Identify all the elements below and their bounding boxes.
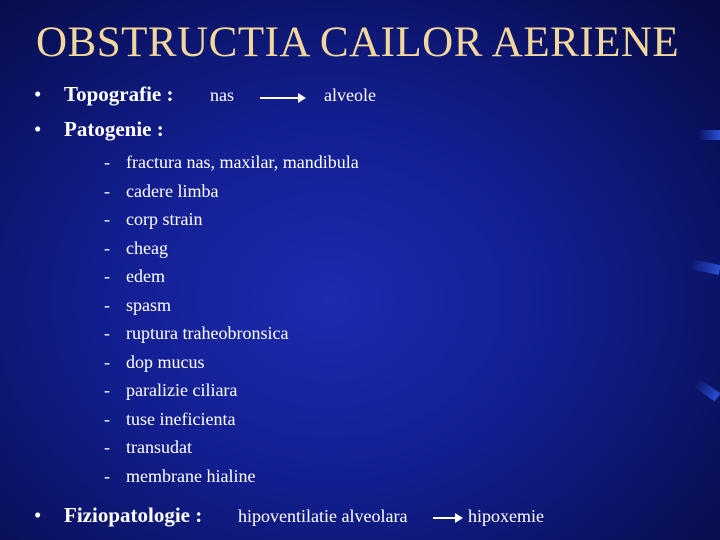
- decorative-edge-mark: [689, 259, 720, 275]
- list-item: [104, 148, 359, 177]
- arrow-icon: [433, 517, 461, 519]
- list-item-text: membrane hialine: [126, 465, 256, 486]
- dash-marker: -: [104, 437, 110, 457]
- list-item-text: paralizie ciliara: [126, 380, 238, 400]
- list-item: [104, 234, 359, 263]
- topografie-to: alveole: [324, 85, 376, 105]
- causes-list: [104, 148, 359, 490]
- dash-marker: -: [104, 408, 110, 429]
- bullet-dot: •: [34, 82, 42, 106]
- bullet-dot: •: [34, 117, 42, 141]
- fiziopatologie-to: hipoxemie: [468, 506, 544, 526]
- topografie-label: Topografie :: [64, 82, 174, 106]
- dash-marker: -: [104, 294, 110, 315]
- patogenie-bullet: [34, 117, 164, 142]
- list-item-text: transudat: [126, 437, 192, 457]
- bullet-dot: •: [34, 503, 42, 527]
- list-item-text: dop mucus: [126, 351, 205, 372]
- decorative-edge-mark: [698, 130, 720, 140]
- list-item-text: edem: [126, 266, 165, 286]
- dash-marker: -: [104, 152, 110, 172]
- list-item-text: spasm: [126, 294, 171, 315]
- fiziopatologie-from: hipoventilatie alveolara: [238, 506, 408, 526]
- list-item: [104, 348, 359, 377]
- patogenie-label: Patogenie :: [64, 117, 164, 141]
- list-item: [104, 462, 359, 491]
- list-item: [104, 433, 359, 462]
- dash-marker: -: [104, 380, 110, 400]
- list-item-text: tuse ineficienta: [126, 408, 236, 429]
- list-item: [104, 205, 359, 234]
- fiziopatologie-label: Fiziopatologie :: [64, 503, 203, 527]
- list-item: [104, 319, 359, 348]
- topografie-bullet: [34, 82, 173, 107]
- list-item-text: cheag: [126, 237, 168, 258]
- fiziopatologie-bullet: [34, 503, 202, 528]
- list-item-text: fractura nas, maxilar, mandibula: [126, 152, 359, 172]
- list-item: [104, 291, 359, 320]
- list-item: [104, 262, 359, 291]
- dash-marker: -: [104, 351, 110, 372]
- dash-marker: -: [104, 323, 110, 343]
- dash-marker: -: [104, 237, 110, 258]
- list-item-text: ruptura traheobronsica: [126, 323, 289, 343]
- decorative-edge-mark: [693, 378, 720, 401]
- topografie-from: nas: [210, 85, 234, 105]
- list-item: [104, 405, 359, 434]
- dash-marker: -: [104, 209, 110, 229]
- arrow-icon: [260, 97, 304, 99]
- dash-marker: -: [104, 180, 110, 201]
- dash-marker: -: [104, 266, 110, 286]
- slide-title: OBSTRUCTIA CAILOR AERIENE: [36, 19, 680, 66]
- dash-marker: -: [104, 465, 110, 486]
- list-item-text: corp strain: [126, 209, 203, 229]
- list-item: [104, 177, 359, 206]
- list-item: [104, 376, 359, 405]
- list-item-text: cadere limba: [126, 180, 219, 201]
